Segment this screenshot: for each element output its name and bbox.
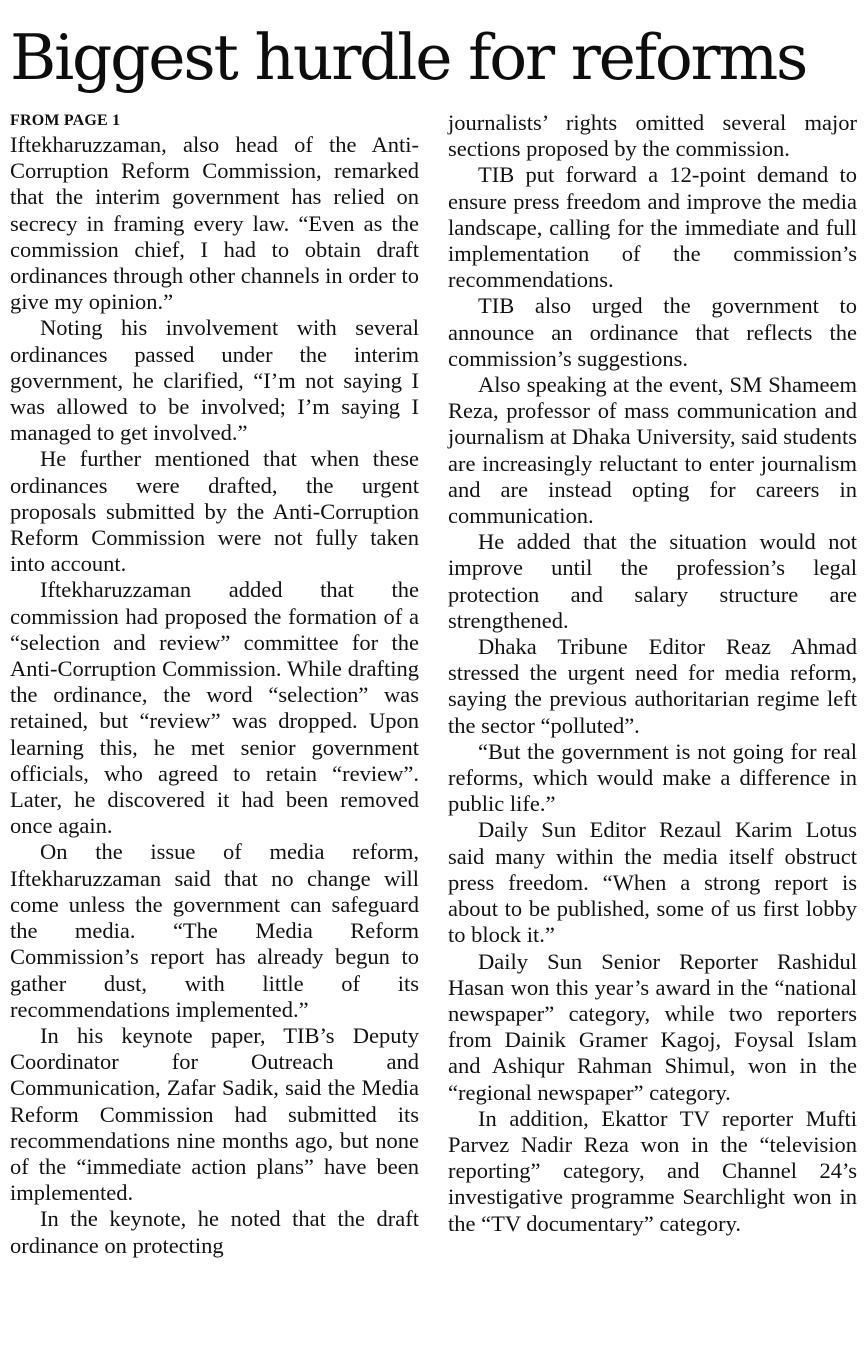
paragraph: journalists’ rights omitted several major sections proposed by the commission. (448, 110, 857, 162)
paragraph: He added that the situation would not improve until the profession’s legal protection and salary structure are strengthened. (448, 529, 857, 633)
paragraph: Iftekharuzzaman, also head of the Anti-Corruption Reform Commission, remarked that the interim government has relied on secrecy in framing every law. “Even as the commission chief, I had to obtain draft ordinances through other channels in order to give my opinion.” (10, 132, 419, 315)
paragraph: Dhaka Tribune Editor Reaz Ahmad stressed the urgent need for media reform, saying the previous authoritarian regime left the sector “polluted”. (448, 634, 857, 738)
paragraph: TIB also urged the government to announce an ordinance that reflects the commission’s suggestions. (448, 293, 857, 371)
paragraph: Also speaking at the event, SM Shameem Reza, professor of mass communication and journalism at Dhaka University, said students are increasingly reluctant to enter journalism and are instead opting for careers in communication. (448, 372, 857, 529)
paragraph: Daily Sun Senior Reporter Rashidul Hasan won this year’s award in the “national newspaper” category, while two reporters from Dainik Gramer Kagoj, Foysal Islam and Ashiqur Rahman Shimul, won in the “regional newspaper” category. (448, 948, 857, 1105)
paragraph: Daily Sun Editor Rezaul Karim Lotus said many within the media itself obstruct press freedom. “When a strong report is about to be published, some of us first lobby to block it.” (448, 817, 857, 948)
paragraph: In his keynote paper, TIB’s Deputy Coordinator for Outreach and Communication, Zafar Sadik, said the Media Reform Commission had submitted its recommendations nine months ago, but none of the “immediate action plans” have been implemented. (10, 1022, 419, 1206)
paragraph: In the keynote, he noted that the draft ordinance on protecting (10, 1206, 419, 1258)
paragraph: In addition, Ekattor TV reporter Mufti Parvez Nadir Reza won in the “television reporting” category, and Channel 24’s investigative programme Searchlight won in the “TV documentary” category. (448, 1105, 857, 1236)
paragraph: Noting his involvement with several ordinances passed under the interim government, he clarified, “I’m not saying I was allowed to be involved; I’m saying I managed to get involved.” (10, 315, 419, 446)
paragraph: TIB put forward a 12-point demand to ensure press freedom and improve the media landscape, calling for the immediate and full implementation of the commission’s recommendations. (448, 162, 857, 293)
article-column-right (448, 110, 857, 1237)
kicker-from-page: FROM PAGE 1 (10, 112, 121, 129)
headline: Biggest hurdle for reforms (10, 21, 807, 94)
paragraph: He further mentioned that when these ordinances were drafted, the urgent proposals submitted by the Anti-Corruption Reform Commission were not fully taken into account. (10, 446, 419, 577)
article-column-left (10, 110, 419, 1259)
paragraph: Iftekharuzzaman added that the commission had proposed the formation of a “selection and review” committee for the Anti-Corruption Commission. While drafting the ordinance, the word “selection” was retained, but “review” was dropped. Upon learning this, he met senior government officials, who agreed to retain “review”. Later, he discovered it had been removed once again. (10, 577, 419, 839)
paragraph: On the issue of media reform, Iftekharuzzaman said that no change will come unless the government can safeguard the media. “The Media Reform Commission’s report has already begun to gather dust, with little of its recommendations implemented.” (10, 839, 419, 1022)
paragraph: “But the government is not going for real reforms, which would make a difference in public life.” (448, 738, 857, 817)
